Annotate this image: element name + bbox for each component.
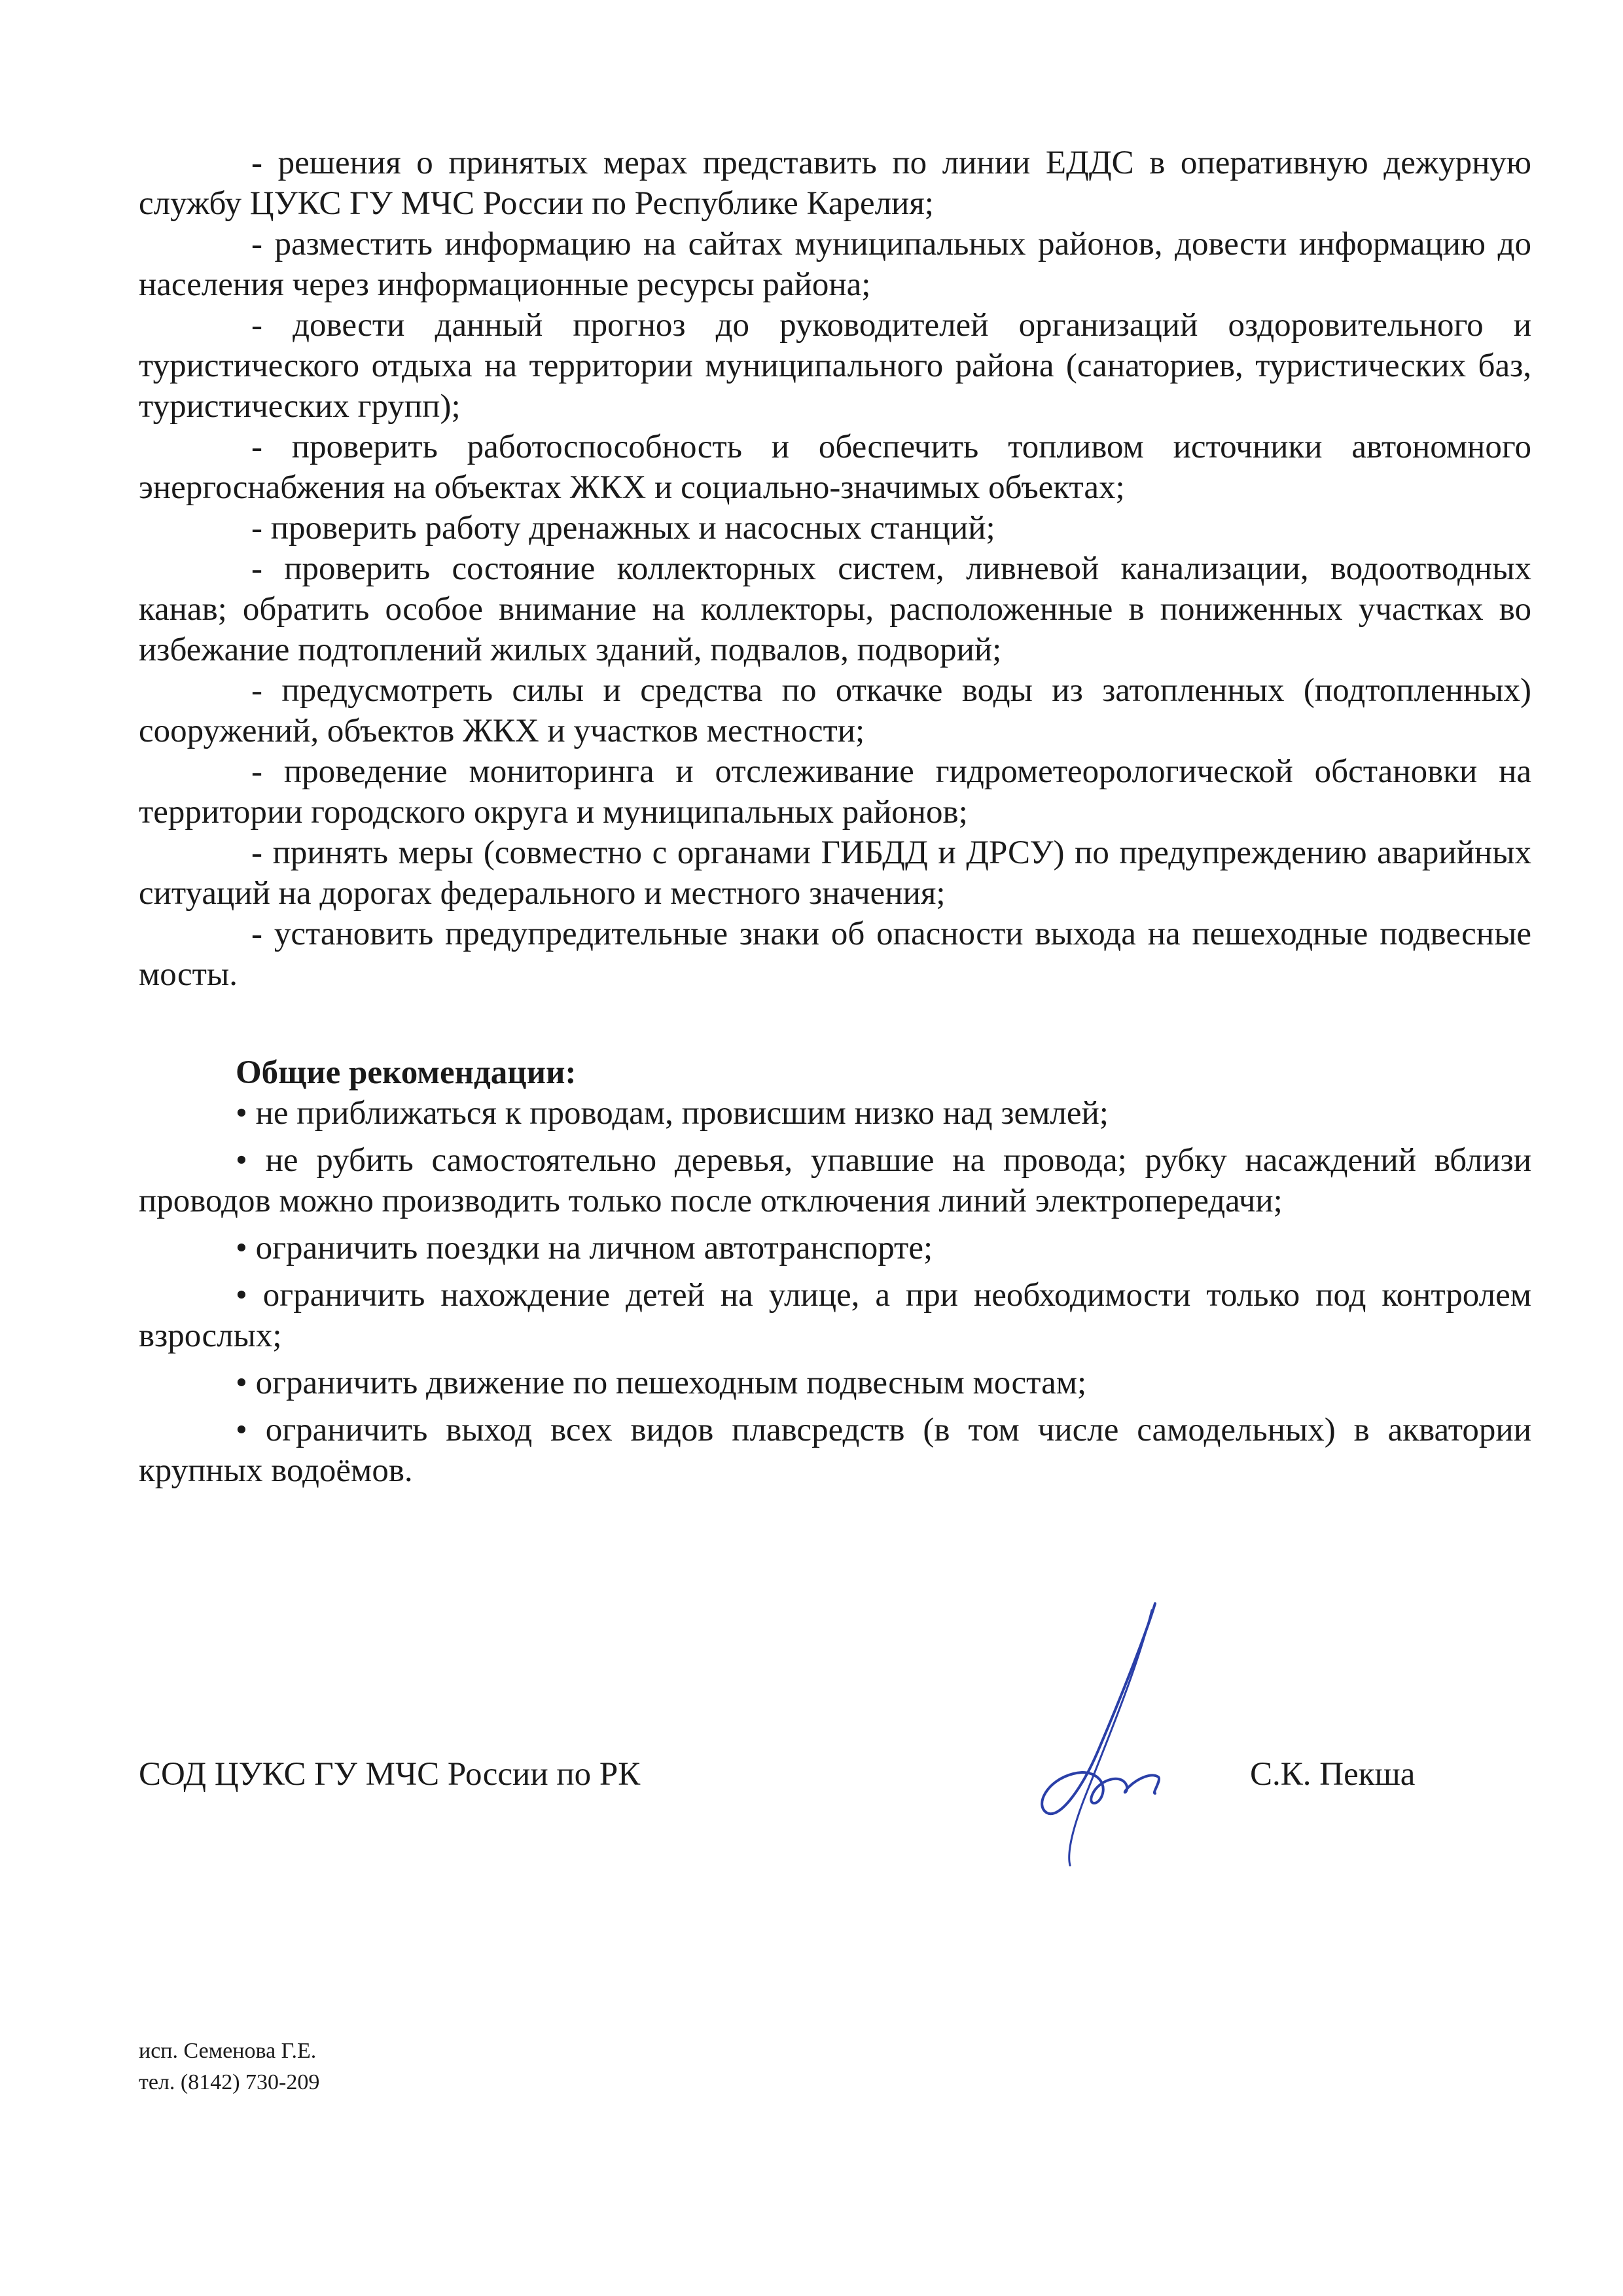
order-item-collectors: - проверить состояние коллекторных систем, ливневой канализации, водоотводных канав; обратить особое внимание на коллекторы, расположенные в пониженных участках во избежание подтоплений жилых зданий, подвалов, подворий; (139, 550, 1531, 668)
recommendation-item: • ограничить поездки на личном автотранспорте; (236, 1230, 933, 1266)
recommendation-item: • ограничить движение по пешеходным подвесным мостам; (236, 1365, 1087, 1401)
recommendations-title: Общие рекомендации: (236, 1054, 577, 1091)
order-item-report: - решения о принятых мерах представить по линии ЕДДС в оперативную дежурную службу ЦУКС ГУ МЧС России по Республике Карелия; (139, 145, 1531, 222)
executor-info (139, 2036, 319, 2098)
signatory-name: С.К. Пекша (1250, 1756, 1416, 1793)
recommendation-item: • ограничить выход всех видов плавсредств (в том числе самодельных) в акватории крупных водоёмов. (139, 1412, 1531, 1489)
recommendation-item: • не приближаться к проводам, провисшим низко над землей; (236, 1095, 1109, 1132)
handwritten-signature (1021, 1597, 1217, 1885)
orders-list (139, 143, 1531, 995)
recommendation-item: • не рубить самостоятельно деревья, упавшие на провода; рубку насаждений вблизи проводов можно производить только после отключения линий электропередачи; (139, 1142, 1531, 1219)
order-item-notify-organizations: - довести данный прогноз до руководителей организаций оздоровительного и туристического отдыха на территории муниципального района (санаториев, туристических баз, туристических групп); (139, 307, 1531, 425)
order-item-warning-signs: - установить предупредительные знаки об опасности выхода на пешеходные подвесные мосты. (139, 916, 1531, 993)
recommendation-item: • ограничить нахождение детей на улице, а при необходимости только под контролем взрослых; (139, 1277, 1531, 1354)
order-item-monitoring: - проведение мониторинга и отслеживание гидрометеорологической обстановки на территории городского округа и муниципальных районов; (139, 753, 1531, 831)
signature-organization: СОД ЦУКС ГУ МЧС России по РК (139, 1756, 641, 1793)
executor-phone: тел. (8142) 730-209 (139, 2070, 320, 2094)
order-item-publish-info: - разместить информацию на сайтах муниципальных районов, довести информацию до населения через информационные ресурсы района; (139, 226, 1531, 303)
order-item-pumping-stations: - проверить работу дренажных и насосных станций; (251, 510, 995, 547)
order-item-road-safety: - принять меры (совместно с органами ГИБДД и ДРСУ) по предупреждению аварийных ситуаций на дорогах федерального и местного значения; (139, 834, 1531, 912)
order-item-pumping-forces: - предусмотреть силы и средства по откачке воды из затопленных (подтопленных) сооружений, объектов ЖКХ и участков местности; (139, 672, 1531, 749)
order-item-power-supply: - проверить работоспособность и обеспечить топливом источники автономного энергоснабжения на объектах ЖКХ и социально-значимых объектах; (139, 429, 1531, 506)
executor-name: исп. Семенова Г.Е. (139, 2039, 317, 2063)
recommendations-section (139, 1052, 1531, 1491)
